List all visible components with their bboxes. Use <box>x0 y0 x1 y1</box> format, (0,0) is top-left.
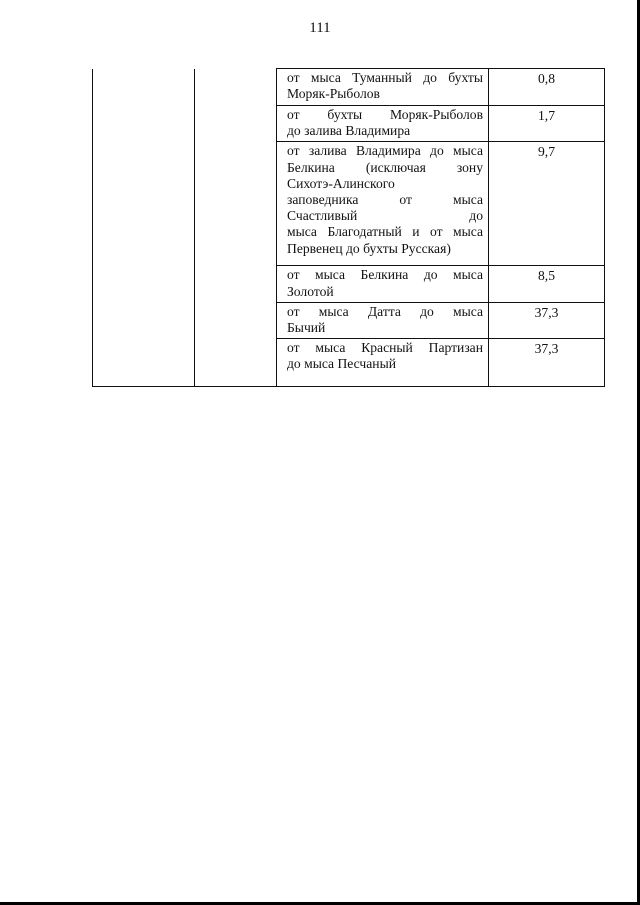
empty-cell-col1 <box>93 69 195 387</box>
section-value: 9,7 <box>489 142 605 266</box>
section-value: 8,5 <box>489 266 605 302</box>
description-line: от мыса Датта до мыса <box>287 303 483 319</box>
sections-table <box>92 68 605 387</box>
description-line: Бычий <box>287 320 326 336</box>
description-line: Сихотэ-Алинского <box>287 175 395 191</box>
section-description <box>277 266 489 302</box>
description-line: мыса Благодатный и от мыса <box>287 224 483 240</box>
description-line: до залива Владимира <box>287 123 411 139</box>
description-line: Белкина (исключая зону <box>287 159 483 175</box>
section-description <box>277 339 489 387</box>
table-row <box>93 69 605 106</box>
section-description <box>277 106 489 142</box>
description-line: Моряк-Рыболов <box>287 86 380 102</box>
description-line: Счастливый до <box>287 208 483 224</box>
section-description <box>277 142 489 266</box>
section-value: 37,3 <box>489 339 605 387</box>
section-value: 1,7 <box>489 106 605 142</box>
description-line: Золотой <box>287 283 334 299</box>
description-line: от залива Владимира до мыса <box>287 143 483 159</box>
description-line: Первенец до бухты Русская) <box>287 240 451 256</box>
description-line: от мыса Белкина до мыса <box>287 267 483 283</box>
description-line: от мыса Туманный до бухты <box>287 70 483 85</box>
description-line: заповедника от мыса <box>287 192 483 208</box>
section-value: 37,3 <box>489 302 605 338</box>
description-line: до мыса Песчаный <box>287 356 396 372</box>
description-line: от мыса Красный Партизан <box>287 340 483 356</box>
page-number: 111 <box>309 20 331 36</box>
empty-cell-col2 <box>195 69 277 387</box>
section-value: 0,8 <box>489 69 605 106</box>
section-description <box>277 69 489 106</box>
description-line: от бухты Моряк-Рыболов <box>287 107 483 122</box>
section-description <box>277 302 489 338</box>
